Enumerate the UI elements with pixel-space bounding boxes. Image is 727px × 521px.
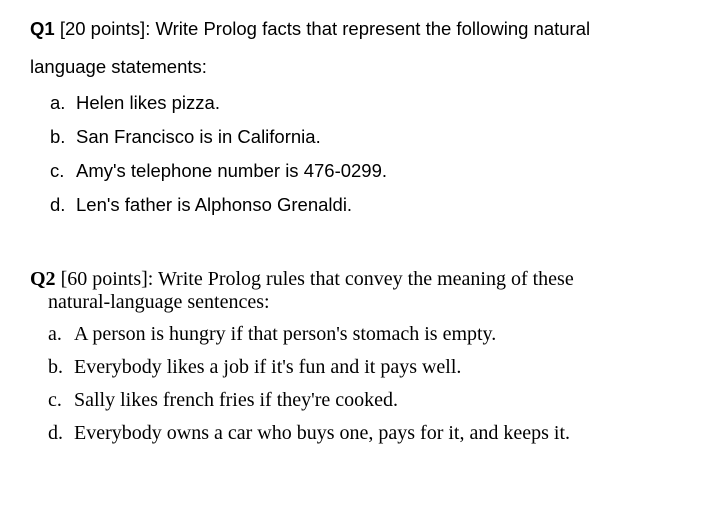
list-item-text: San Francisco is in California. bbox=[76, 126, 321, 147]
question-2-points: [60 points] bbox=[60, 268, 148, 290]
list-item-text: Sally likes french fries if they're cooked. bbox=[74, 389, 399, 411]
question-1-prompt-line1: : Write Prolog facts that represent the following natural bbox=[145, 18, 591, 39]
list-item bbox=[48, 351, 655, 384]
list-item-marker: a. bbox=[50, 92, 66, 113]
question-1-list bbox=[30, 86, 710, 222]
list-item bbox=[48, 417, 655, 450]
list-item bbox=[50, 188, 710, 222]
list-item bbox=[48, 318, 655, 351]
question-2 bbox=[30, 268, 655, 450]
question-1-points: [20 points] bbox=[59, 18, 146, 39]
question-1 bbox=[30, 10, 710, 222]
list-item-marker: c. bbox=[48, 389, 62, 411]
list-item-text: Everybody owns a car who buys one, pays for it, and keeps it. bbox=[74, 422, 570, 444]
list-item-text: A person is hungry if that person's stomach is empty. bbox=[74, 323, 497, 345]
question-1-prompt-line2: language statements: bbox=[30, 56, 207, 77]
list-item-marker: b. bbox=[50, 126, 66, 147]
list-item-marker: a. bbox=[48, 323, 62, 345]
list-item-marker: c. bbox=[50, 160, 65, 181]
list-item-text: Helen likes pizza. bbox=[76, 92, 220, 113]
list-item bbox=[50, 86, 710, 120]
list-item-marker: b. bbox=[48, 356, 63, 378]
list-item bbox=[50, 120, 710, 154]
list-item-marker: d. bbox=[48, 422, 63, 444]
question-2-list bbox=[30, 318, 655, 450]
list-item-text: Len's father is Alphonso Grenaldi. bbox=[76, 194, 353, 215]
list-item-text: Amy's telephone number is 476-0299. bbox=[76, 160, 388, 181]
list-item-marker: d. bbox=[50, 194, 66, 215]
question-2-prompt-line1: : Write Prolog rules that convey the meaning of these bbox=[147, 268, 574, 290]
list-item bbox=[48, 384, 655, 417]
question-1-label: Q1 bbox=[30, 18, 55, 39]
question-2-prompt-line2: natural-language sentences: bbox=[48, 291, 270, 313]
question-2-heading bbox=[30, 268, 655, 314]
list-item bbox=[50, 154, 710, 188]
question-2-label: Q2 bbox=[30, 268, 56, 290]
list-item-text: Everybody likes a job if it's fun and it pays well. bbox=[74, 356, 462, 378]
question-1-heading bbox=[30, 10, 710, 86]
